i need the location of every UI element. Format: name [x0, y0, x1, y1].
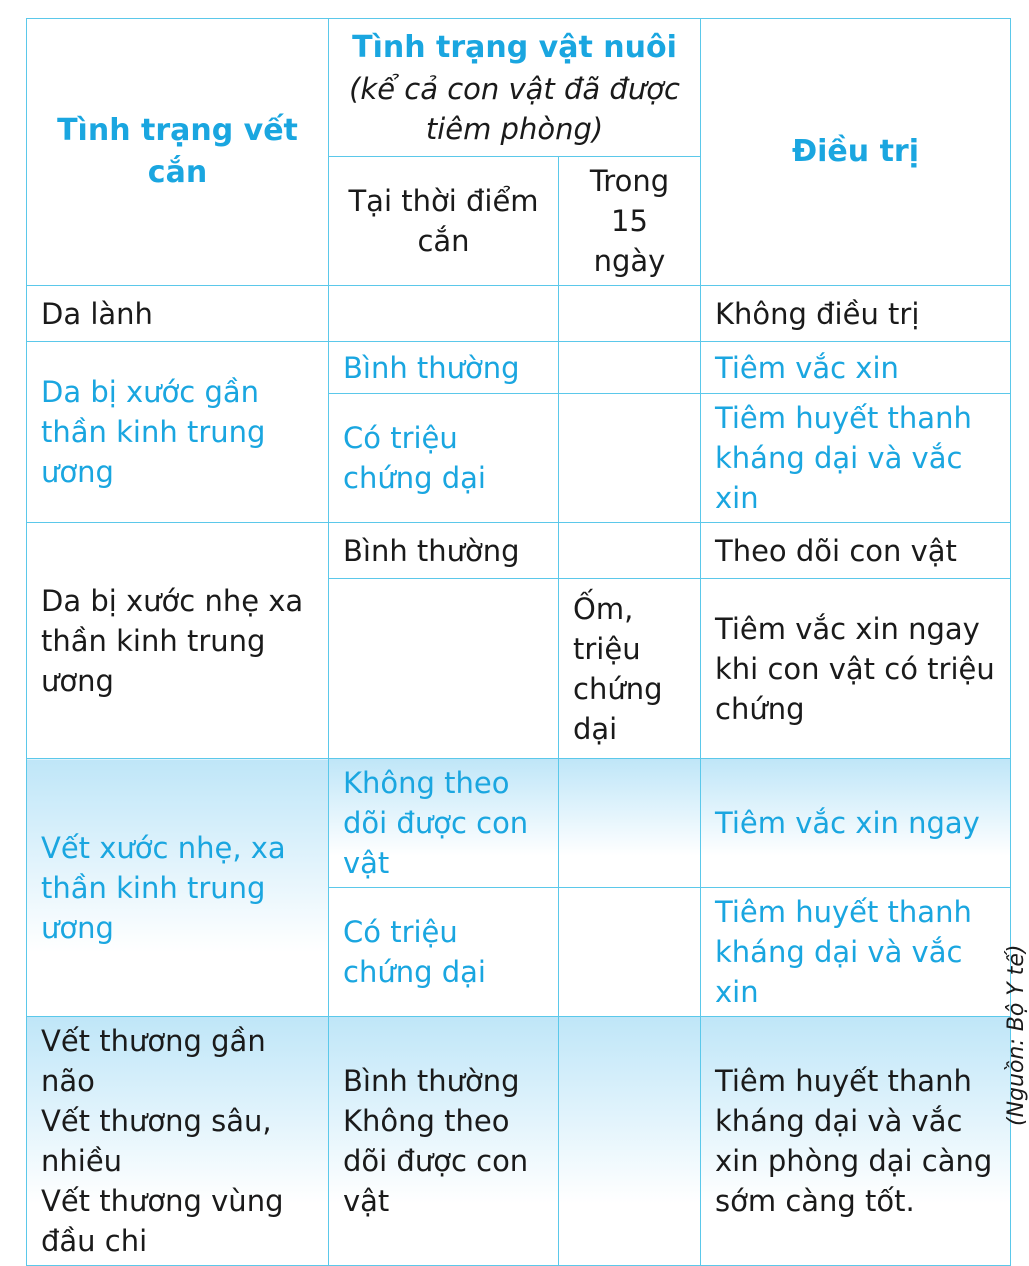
treatment-cell: Không điều trị	[701, 286, 1011, 342]
days15-cell	[559, 888, 701, 1017]
source-caption	[1002, 890, 1029, 1130]
at-bite-cell: Bình thường	[329, 342, 559, 394]
treatment-cell: Theo dõi con vật	[701, 523, 1011, 579]
days15-cell	[559, 1017, 701, 1266]
header-wound-status: Tình trạng vết cắn	[27, 19, 329, 286]
wound-cell: Vết xước nhẹ, xa thần kinh trung ương	[27, 759, 329, 1017]
days15-cell: Ốm, triệu chứng dại	[559, 579, 701, 759]
status-line: Bình thường	[343, 1064, 520, 1098]
treatment-cell: Tiêm huyết thanh kháng dại và vắc xin phòng dại càng sớm càng tốt.	[701, 1017, 1011, 1266]
at-bite-cell	[329, 579, 559, 759]
source-caption-text: (Nguồn: Bộ Y tế)	[1004, 944, 1029, 1126]
treatment-cell: Tiêm huyết thanh kháng dại và vắc xin	[701, 394, 1011, 523]
days15-cell	[559, 523, 701, 579]
at-bite-cell: Có triệu chứng dại	[329, 888, 559, 1017]
wound-line: Vết thương gần não	[41, 1024, 266, 1098]
header-at-bite-time: Tại thời điểm cắn	[329, 157, 559, 286]
header-animal-status-note: (kể cả con vật đã được tiêm phòng)	[349, 71, 680, 146]
at-bite-cell: Không theo dõi được con vật	[329, 759, 559, 888]
days15-cell	[559, 394, 701, 523]
header-animal-status-title: Tình trạng vật nuôi	[352, 29, 677, 65]
at-bite-cell	[329, 286, 559, 342]
at-bite-cell: Có triệu chứng dại	[329, 394, 559, 523]
wound-line: Vết thương sâu, nhiều	[41, 1104, 272, 1178]
treatment-cell: Tiêm vắc xin ngay	[701, 759, 1011, 888]
wound-cell: Da lành	[27, 286, 329, 342]
days15-cell	[559, 342, 701, 394]
wound-cell	[27, 1017, 329, 1266]
rabies-treatment-table	[26, 18, 1011, 1266]
wound-cell: Da bị xước gần thần kinh trung ương	[27, 342, 329, 523]
wound-cell: Da bị xước nhẹ xa thần kinh trung ương	[27, 523, 329, 759]
treatment-cell: Tiêm vắc xin	[701, 342, 1011, 394]
days15-cell	[559, 286, 701, 342]
header-animal-status	[329, 19, 701, 157]
header-treatment: Điều trị	[701, 19, 1011, 286]
status-line: Không theo dõi được con vật	[343, 1104, 529, 1218]
treatment-cell: Tiêm vắc xin ngay khi con vật có triệu chứng	[701, 579, 1011, 759]
header-within-15-days: Trong 15 ngày	[559, 157, 701, 286]
at-bite-cell: Bình thường	[329, 523, 559, 579]
wound-line: Vết thương vùng đầu chi	[41, 1184, 284, 1258]
at-bite-cell	[329, 1017, 559, 1266]
treatment-cell: Tiêm huyết thanh kháng dại và vắc xin	[701, 888, 1011, 1017]
days15-cell	[559, 759, 701, 888]
treatment-table-wrapper	[26, 18, 1010, 1258]
